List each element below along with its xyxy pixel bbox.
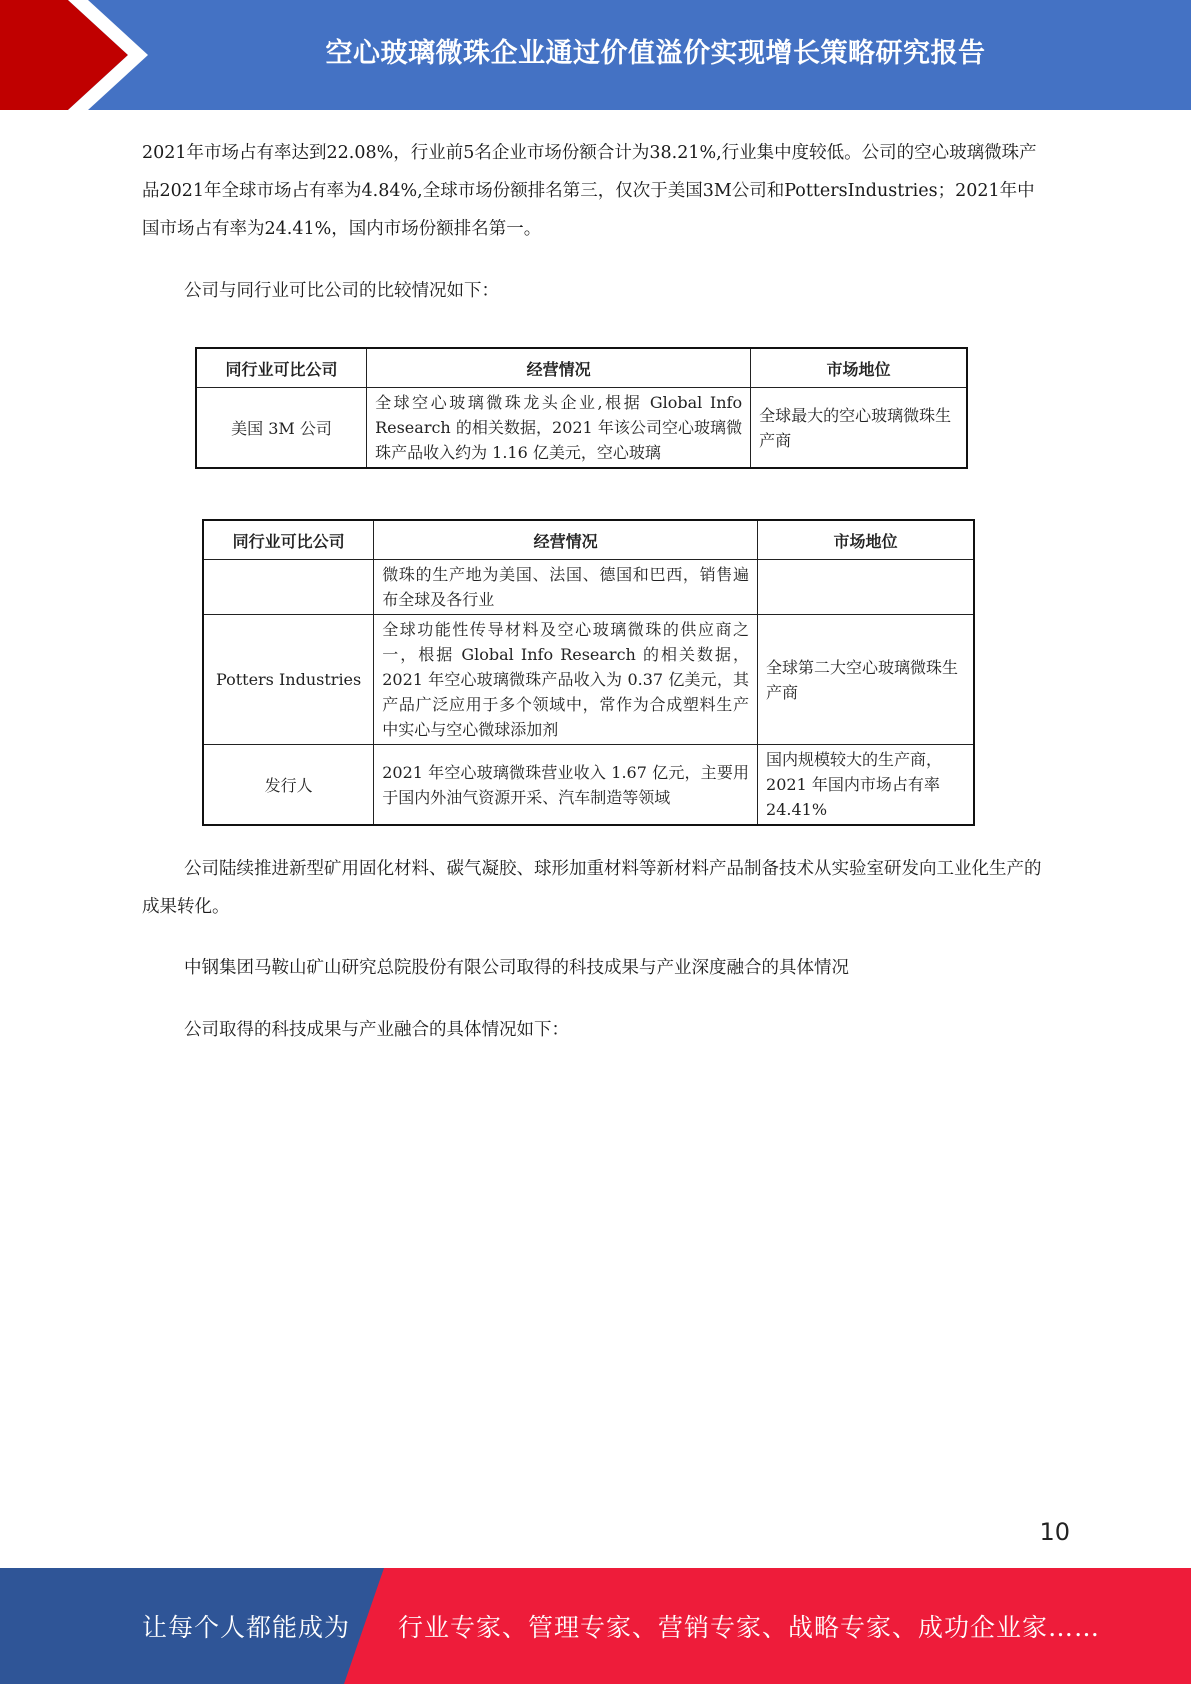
cell-operations: 全球空心玻璃微珠龙头企业,根据 Global Info Research 的相关数据，2021 年该公司空心玻璃微珠产品收入约为 1.16 亿美元，空心玻璃 — [367, 388, 751, 469]
comparison-table-part2 — [202, 519, 975, 826]
cell-company: 美国 3M 公司 — [196, 388, 367, 469]
paragraph-comparison-intro: 公司与同行业可比公司的比较情况如下： — [184, 281, 499, 301]
paragraph-integration-intro: 公司取得的科技成果与产业融合的具体情况如下： — [184, 1020, 569, 1040]
header-bar — [0, 0, 1191, 110]
header-operations: 经营情况 — [374, 520, 758, 560]
table-header-row — [196, 348, 967, 388]
footer-banner — [0, 1568, 1191, 1684]
paragraph-section-heading: 中钢集团马鞍山矿山研究总院股份有限公司取得的科技成果与产业深度融合的具体情况 — [184, 958, 849, 978]
cell-operations: 全球功能性传导材料及空心玻璃微珠的供应商之一，根据 Global Info Research 的相关数据，2021 年空心玻璃微珠产品收入为 0.37 亿美元，其产品广泛应用于多个领域中，常作为合成塑料生产中实心与空心微球添加剂 — [374, 615, 758, 745]
page-number: 10 — [1039, 1518, 1070, 1546]
cell-position — [758, 560, 974, 615]
header-company: 同行业可比公司 — [196, 348, 367, 388]
cell-operations: 微珠的生产地为美国、法国、德国和巴西，销售遍布全球及各行业 — [374, 560, 758, 615]
table-header-row — [203, 520, 974, 560]
header-operations: 经营情况 — [367, 348, 751, 388]
paragraph-market-share: 2021年市场占有率达到22.08%，行业前5名企业市场份额合计为38.21%,行业集中度较低。公司的空心玻璃微珠产品2021年全球市场占有率为4.84%,全球市场份额排名第三，仅次于美国3M公司和PottersIndustries；2021年中国市场占有率为24.41%，国内市场份额排名第一。 — [142, 143, 1037, 239]
footer-slogan-right: 行业专家、管理专家、营销专家、战略专家、成功企业家…… — [398, 1613, 1101, 1642]
table-row — [203, 615, 974, 745]
cell-position: 全球最大的空心玻璃微珠生产商 — [751, 388, 967, 469]
paragraph-new-materials: 公司陆续推进新型矿用固化材料、碳气凝胶、球形加重材料等新材料产品制备技术从实验室研发向工业化生产的成果转化。 — [142, 859, 1042, 917]
cell-position: 全球第二大空心玻璃微珠生产商 — [758, 615, 974, 745]
cell-company: Potters Industries — [203, 615, 374, 745]
cell-position: 国内规模较大的生产商，2021 年国内市场占有率 24.41% — [758, 745, 974, 826]
header-arrow-decoration — [0, 0, 160, 110]
comparison-table-part1 — [195, 347, 968, 469]
table-row — [203, 745, 974, 826]
header-company: 同行业可比公司 — [203, 520, 374, 560]
table-row — [196, 388, 967, 469]
footer-slogan-left: 让每个人都能成为 — [142, 1613, 351, 1642]
cell-company: 发行人 — [203, 745, 374, 826]
report-title: 空心玻璃微珠企业通过价值溢价实现增长策略研究报告 — [325, 37, 986, 69]
table-row — [203, 560, 974, 615]
cell-operations: 2021 年空心玻璃微珠营业收入 1.67 亿元，主要用于国内外油气资源开采、汽车制造等领域 — [374, 745, 758, 826]
header-position: 市场地位 — [751, 348, 967, 388]
header-position: 市场地位 — [758, 520, 974, 560]
cell-company — [203, 560, 374, 615]
